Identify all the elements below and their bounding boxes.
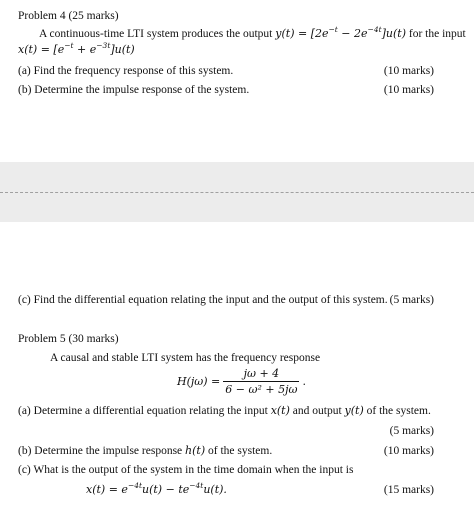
problem5-part-c: (c) What is the output of the system in the time domain when the input is <box>18 464 354 476</box>
page-break-divider <box>0 192 474 193</box>
h-denominator: 6 − ω² + 5jω <box>225 383 298 396</box>
h-fraction <box>223 367 299 396</box>
problem5-part-b: (b) Determine the impulse response h(t) of the system. <box>18 444 273 457</box>
problem4-intro <box>39 27 466 41</box>
problem4-part-a-marks: (10 marks) <box>383 65 434 77</box>
problem4-part-a: (a) Find the frequency response of this system. <box>18 65 234 77</box>
h-lhs: H(jω) = <box>177 375 221 388</box>
problem5-input-equation: $x(t) = e^{-4t}u(t) - te^{-4t}u(t)$. <box>86 481 227 496</box>
h-numerator: jω + 4 <box>223 367 299 382</box>
problem4-part-c-marks: (5 marks) <box>389 294 434 306</box>
problem5-part-a-marks: (5 marks) <box>389 425 434 437</box>
problem5-heading: Problem 5 (30 marks) <box>18 333 119 345</box>
problem5-part-a: (a) Determine a differential equation relating the input x(t) and output y(t) of the system. <box>18 404 431 417</box>
problem4-intro-tail: for the input <box>406 28 466 40</box>
problem5-part-b-marks: (10 marks) <box>383 445 434 457</box>
page-top <box>0 0 474 162</box>
frequency-response-equation <box>177 367 306 396</box>
h-end: . <box>302 375 306 388</box>
problem4-intro-text: A continuous-time LTI system produces the output <box>39 28 276 40</box>
problem5-part-c-marks: (15 marks) <box>383 484 434 496</box>
input-equation: $x(t) = [e^{-t} + e^{-3t}]u(t)$ <box>18 41 135 56</box>
problem4-part-b-marks: (10 marks) <box>383 84 434 96</box>
problem4-part-b: (b) Determine the impulse response of the system. <box>18 84 250 96</box>
problem4-part-c: (c) Find the differential equation relating the input and the output of this system. <box>18 294 388 306</box>
problem4-heading: Problem 4 (25 marks) <box>18 10 119 22</box>
page-bottom <box>0 222 474 532</box>
output-equation: $y(t) = [2e^{-t} - 2e^{-4t}]u(t)$ <box>275 25 406 40</box>
problem5-intro: A causal and stable LTI system has the frequency response <box>50 352 321 364</box>
